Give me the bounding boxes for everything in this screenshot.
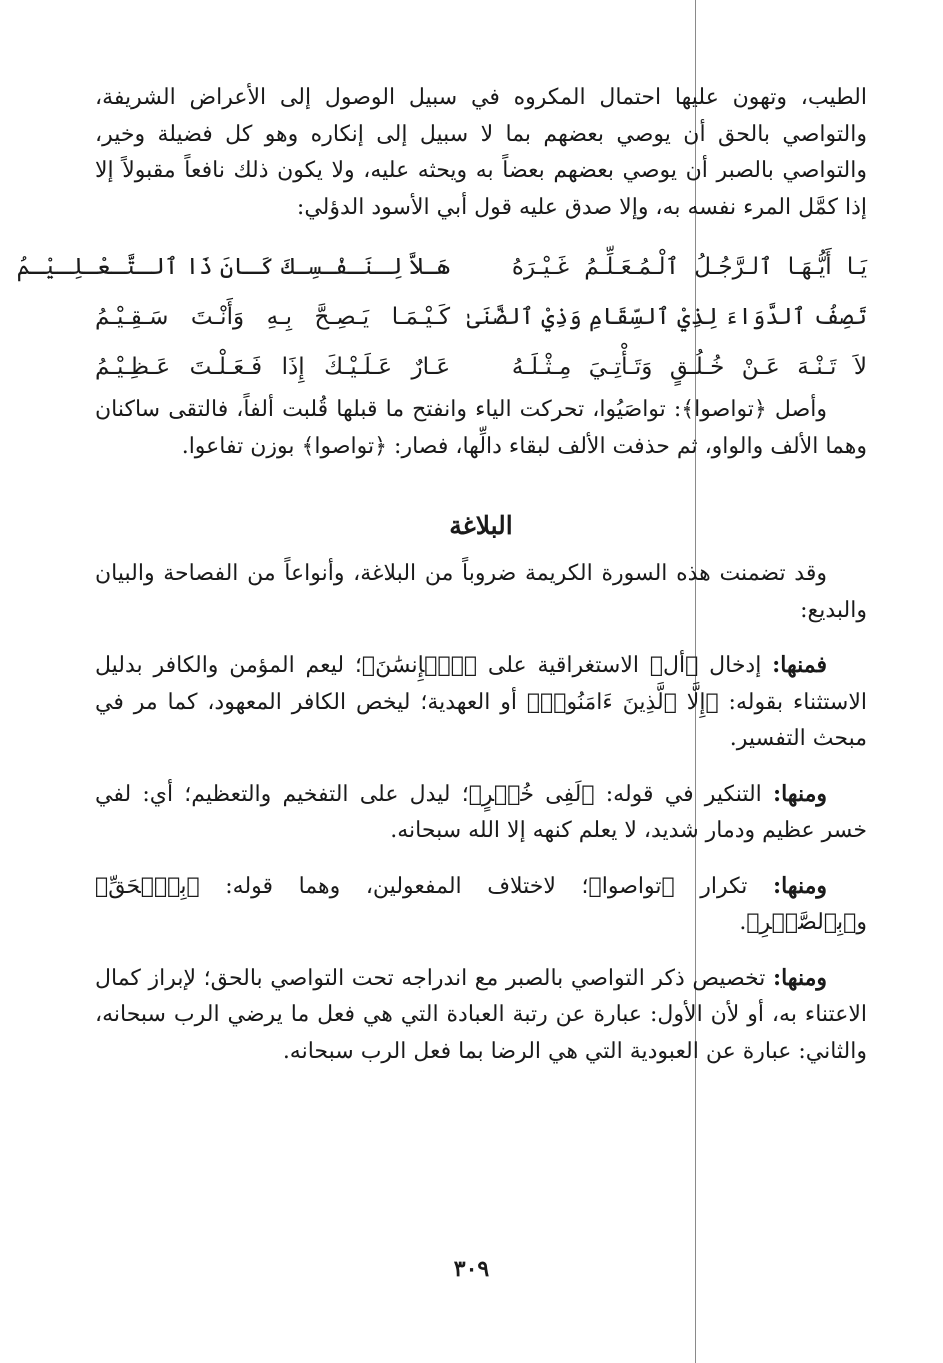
rhetoric-point	[95, 868, 867, 942]
verse-second-hemistich: كَـيْـمَـا يَـصِـحَّ بِـهِ وَأَنْـتَ سَـقِـيْـمُ	[95, 304, 451, 330]
point-lead: فمنها:	[772, 652, 827, 678]
point-text: تكرار ﴿تواصوا﴾؛ لاختلاف المفعولين، وهما قوله: ﴿بِٱلۡحَقِّ﴾ و﴿بِٱلصَّبۡرِ﴾.	[95, 873, 867, 935]
point-text: تخصيص ذكر التواصي بالصبر مع اندراجه تحت التواصي بالحق؛ لإبراز كمال الاعتناء به، أو لأن الأول: عبارة عن رتبة العبادة التي هي فعل ما يرضي الرب سبحانه، والثاني: عبارة عن العبودية التي هي الرضا بما فعل الرب سبحانه.	[95, 965, 867, 1064]
rhetoric-point	[95, 647, 867, 758]
poem-verse	[95, 342, 867, 392]
point-lead: ومنها:	[772, 964, 827, 991]
rhetoric-point	[95, 960, 867, 1071]
page-number: ٣٠٩	[453, 1256, 490, 1282]
verse-second-hemistich: هَـلاَّ لِـنَـفْـسِـكَ كَـانَ ذَا ٱلـتَّـعْـلِـيْـمُ	[16, 254, 451, 280]
poem-verse	[95, 292, 867, 342]
poem-verse	[16, 242, 867, 292]
verse-first-hemistich: تَصِفُ ٱلدَّوَاءَ لِذِيْ ٱلسِّقَامِ وَذِيْ ٱلضَّنَىٰ	[466, 304, 867, 330]
verse-first-hemistich: لاَ تَـنْـهَ عَـنْ خُـلُـقٍ وَتَـأْتِـيَ مِـثْـلَـهُ	[511, 354, 867, 380]
morphology-paragraph: وأصل ﴿تواصوا﴾: تواصَيُوا، تحركت الياء وانفتح ما قبلها قُلبت ألفاً، فالتقى ساكنان وهما الألف والواو، ثم حذفت الألف لبقاء دالِّها، فصار: ﴿تواصوا﴾ بوزن تفاعوا.	[95, 397, 867, 459]
point-text: إدخال ﴿أل﴾ الاستغراقية على ﴿ٱلۡإِنسَٰنَ﴾؛ ليعم المؤمن والكافر بدليل الاستثناء بقوله: ﴿إِلَّا ٱلَّذِينَ ءَامَنُوا۟﴾ أو العهدية؛ ليخص الكافر المعهود، كما مر في مبحث التفسير.	[95, 653, 867, 751]
intro-paragraph: وقد تضمنت هذه السورة الكريمة ضروباً من البلاغة، وأنواعاً من الفصاحة والبيان والبديع:	[95, 561, 867, 623]
point-lead: ومنها:	[772, 872, 827, 899]
point-text: التنكير في قوله: ﴿لَفِى خُسۡرٍ﴾؛ ليدل على التفخيم والتعظيم؛ أي: لفي خسر عظيم ودمار شديد، لا يعلم كنهه إلا الله سبحانه.	[95, 781, 867, 843]
page-body	[16, 80, 867, 1070]
verse-first-hemistich: يَـا أَيُّـهَـا ٱلـرَّجُـلُ ٱلْـمُـعَـلِّـمُ غَـيْـرَهُ	[511, 254, 867, 280]
poem	[16, 242, 867, 392]
point-lead: ومنها:	[772, 780, 827, 807]
verse-second-hemistich: عَـارٌ عَـلَـيْـكَ إِذَا فَـعَـلْـتَ عَـظِـيْـمُ	[95, 354, 451, 380]
top-paragraph: الطيب، وتهون عليها احتمال المكروه في سبيل الوصول إلى الأعراض الشريفة، والتواصي بالحق أن يوصي بعضهم بما لا سبيل إلى إنكاره وهو كل فضيلة وخير، والتواصي بالصبر أن يوصي بعضهم بعضاً به ويحثه عليه، ولا يكون ذلك نافعاً مقبولاً إلا إذا كمَّل المرء نفسه به، وإلا صدق عليه قول أبي الأسود الدؤلي:	[95, 85, 867, 220]
section-heading: البلاغة	[449, 511, 513, 540]
rhetoric-point	[95, 776, 867, 850]
